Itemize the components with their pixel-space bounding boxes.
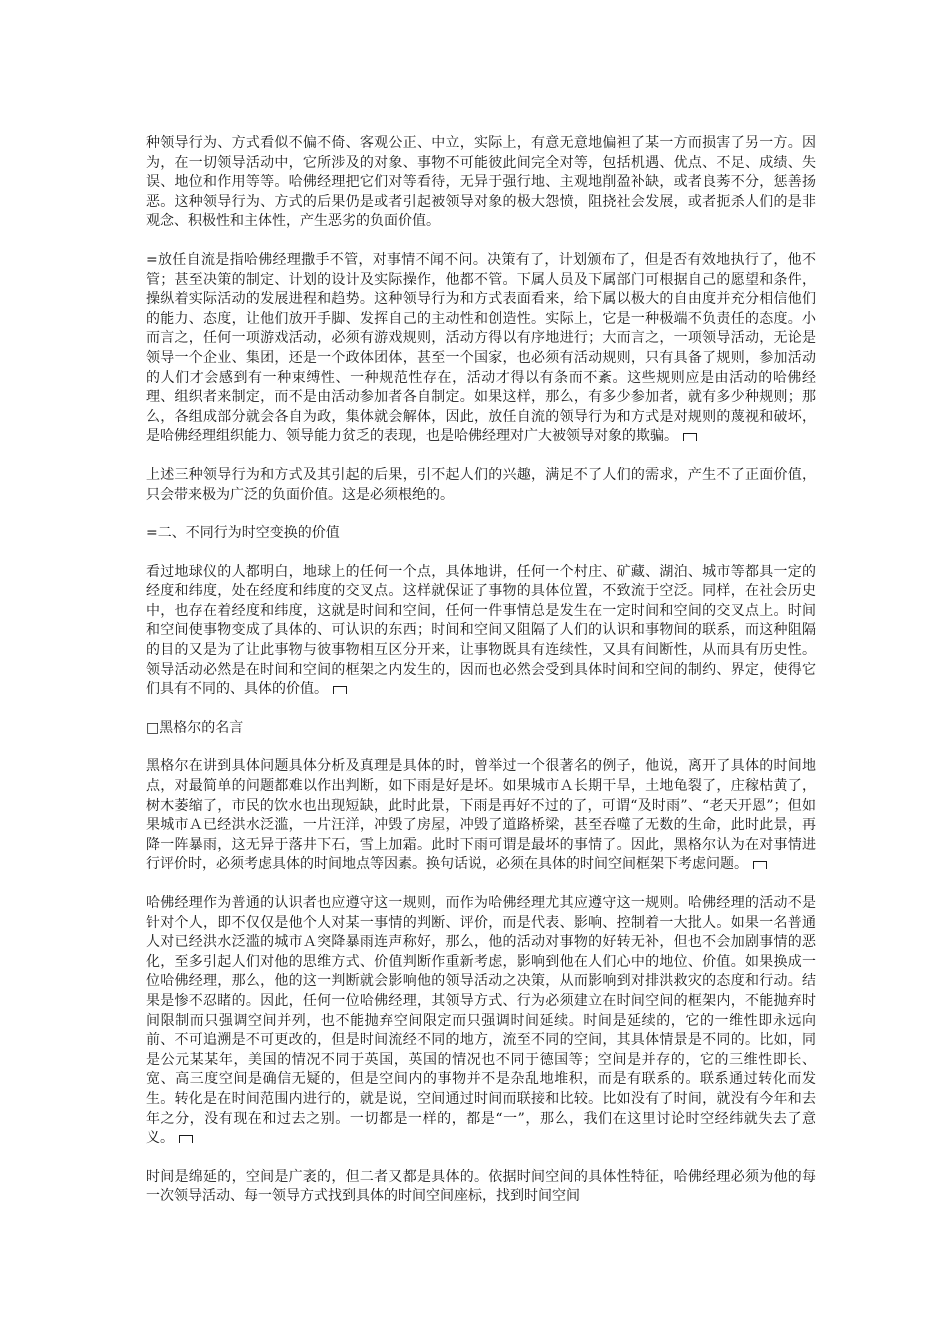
paragraph-text: 黑格尔在讲到具体问题具体分析及真理是具体的时，曾举过一个很著名的例子，他说，离开了具体的时间地点，对最简单的问题都难以作出判断，如下雨是好是坏。如果城市Ａ长期干旱，土地龟裂了，庄稼枯黄了，树木萎缩了，市民的饮水也出现短缺，此时此景，下雨是再好不过的了，可谓“及时雨”、“老天开恩”；但如果城市Ａ已经洪水泛滥，一片汪洋，冲毁了房屋，冲毁了道路桥梁，甚至吞噬了无数的生命，此时此景，再降一阵暴雨，这无异于落井下石，雪上加霜。此时下雨可谓是最坏的事情了。因此，黑格尔认为在对事情进行评价时，必须考虑具体的时间地点等因素。换句话说，必须在具体的时间空间框架下考虑问题。 [146,758,816,873]
paragraph-text: =放任自流是指哈佛经理撒手不管，对事情不闻不问。决策有了，计划颁布了，但是否有效地执行了，他不管；甚至决策的制定、计划的设计及实际操作，他都不管。下属人员及下属部门可根据自己的愿望和条件，操纵着实际活动的发展进程和趋势。这种领导行为和方式表面看来，给下属以极大的自由度并充分相信他们的能力、态度，让他们放开手脚、发挥自己的主动性和创造性。实际上，它是一种极端不负责任的态度。小而言之，任何一项游戏活动，必须有游戏规则，活动方得以有序地进行；大而言之，一项领导活动，无论是领导一个企业、集团，还是一个政体团体，甚至一个国家，也必须有活动规则，只有具备了规则，参加活动的人们才会感到有一种束缚性、一种规范性存在，活动才得以有条而不紊。这些规则应是由活动的哈佛经理、组织者来制定，而不是由活动参加者各自制定。如果这样，那么，有多少参加者，就有多少种规则；那么，各组成部分就会各自为政，集体就会解体，因此，放任自流的领导行为和方式是对规则的蔑视和破坏，是哈佛经理组织能力、领导能力贫乏的表现，也是哈佛经理对广大被领导对象的欺骗。 [146,251,816,445]
paragraph-text: 时间是绵延的，空间是广袤的，但二者又都是具体的。依据时间空间的具体性特征，哈佛经理必须为他的每一次领导活动、每一领导方式找到具体的时间空间座标，找到时间空间 [146,1168,816,1205]
section-heading-time-space [146,524,816,544]
subheading-hegel-quote [146,719,816,739]
paragraph-text: 哈佛经理作为普通的认识者也应遵守这一规则，而作为哈佛经理尤其应遵守这一规则。哈佛经理的活动不是针对个人，即不仅仅是他个人对某一事情的判断、评价，而是代表、影响、控制着一大批人。如果一名普通人对已经洪水泛滥的城市Ａ突降暴雨连声称好，那么，他的活动对事物的好转无补，但也不会加剧事情的恶化，至多引起人们对他的思维方式、价值判断作重新考虑，影响到他在人们心中的地位、价值。如果换成一位哈佛经理，那么，他的这一判断就会影响他的领导活动之决策，从而影响到对排洪救灾的态度和行动。结果是惨不忍睹的。因此，任何一位哈佛经理，其领导方式、行为必须建立在时间空间的框架内，不能抛弃时间限制而只强调空间并列，也不能抛弃空间限定而只强调时间延续。时间是延续的，它的一维性即永远向前、不可追溯是不可更改的，但是时间流经不同的地方，流至不同的空间，其具体情景是不同的。比如，同是公元某某年，美国的情况不同于英国，英国的情况也不同于德国等；空间是并存的，它的三维性即长、宽、高三度空间是确信无疑的，但是空间内的事物并不是杂乱地堆积，而是有联系的。联系通过转化而发生。转化是在时间范围内进行的，就是说，空间通过时间而联接和比较。比如没有了时间，就没有今年和去年之分，没有现在和过去之别。一切都是一样的，都是“一”，那么，我们在这里讨论时空经纬就失去了意义。 [146,895,816,1147]
paragraph-manager-rule [146,894,816,1149]
paragraph-hegel-example [146,757,816,875]
paragraph-summary [146,466,816,505]
document-page [146,134,816,1226]
paragraph-text: 种领导行为、方式看似不偏不倚、客观公正、中立，实际上，有意无意地偏袒了某一方而损害了另一方。因为，在一切领导活动中，它所涉及的对象、事物不可能彼此间完全对等，包括机遇、优点、不足、成绩、失误、地位和作用等等。哈佛经理把它们对等看待，无异于强行地、主观地削盈补缺，或者良莠不分，惩善扬恶。这种领导行为、方式的后果仍是或者引起被领导对象的极大怨愤，阻挠社会发展，或者扼杀人们的是非观念、积极性和主体性，产生恶劣的负面价值。 [146,135,816,230]
heading-text: □黑格尔的名言 [146,719,244,736]
paragraph-time-space-concrete [146,1168,816,1207]
paragraph-end-mark-icon [179,1135,193,1143]
paragraph-end-mark-icon [683,433,697,441]
paragraph-globe-analogy [146,563,816,700]
paragraph-end-mark-icon [753,861,767,869]
paragraph-text: 上述三种领导行为和方式及其引起的后果，引不起人们的兴趣，满足不了人们的需求，产生不了正面价值，只会带来极为广泛的负面价值。这是必须根绝的。 [146,466,816,503]
paragraph-laissez-faire [146,251,816,447]
paragraph-leadership-impartiality [146,134,816,232]
paragraph-text: 看过地球仪的人都明白，地球上的任何一个点，具体地讲，任何一个村庄、矿藏、湖泊、城市等都具一定的经度和纬度，处在经度和纬度的交叉点。这样就保证了事物的具体位置，不致流于空泛。同样，在社会历史中，也存在着经度和纬度，这就是时间和空间，任何一件事情总是发生在一定时间和空间的交叉点上。时间和空间使事物变成了具体的、可认识的东西；时间和空间又阻隔了人们的认识和事物间的联系，而这种阻隔的目的又是为了让此事物与彼事物相互区分开来，让事物既具有连续性，又具有间断性，从而具有历史性。领导活动必然是在时间和空间的框架之内发生的，因而也必然会受到具体时间和空间的制约、界定，使得它们具有不同的、具体的价值。 [146,563,816,698]
paragraph-end-mark-icon [333,686,347,694]
heading-text: =二、不同行为时空变换的价值 [146,525,340,542]
